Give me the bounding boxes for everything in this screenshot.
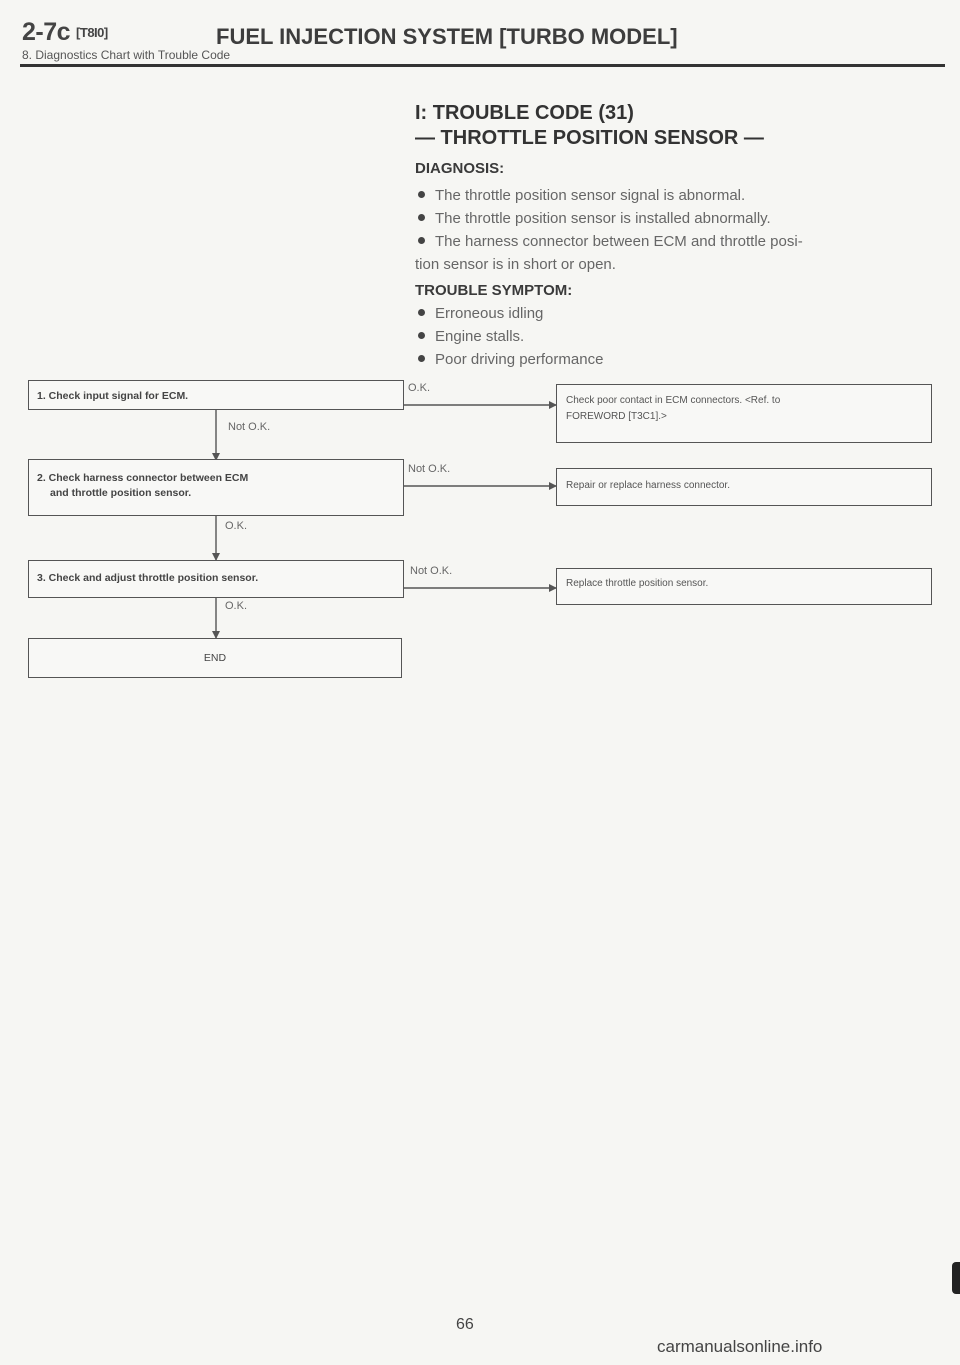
link-label-step3-right: Not O.K. [410,565,453,577]
result-2-label: Repair or replace harness connector. [566,480,730,491]
page-number: 66 [456,1316,474,1333]
page-subtitle: 8. Diagnostics Chart with Trouble Code [22,48,231,62]
link-label-step2-down: O.K. [225,520,248,532]
page-title: FUEL INJECTION SYSTEM [TURBO MODEL] [216,24,678,49]
link-label-step1-down: Not O.K. [228,421,271,433]
link-label-step2-right: Not O.K. [408,463,451,475]
result-1-line1: Check poor contact in ECM connectors. <Ref. to [566,395,781,406]
diagnosis-item-continuation: tion sensor is in short or open. [415,256,616,273]
symptom-item-text: Erroneous idling [435,305,544,322]
symptom-item-text: Poor driving performance [435,351,604,368]
diagnosis-item-text: The harness connector between ECM and throttle posi- [435,233,803,250]
flow-step-3-label: 3. Check and adjust throttle position sensor. [37,572,259,584]
trouble-code-heading: I: TROUBLE CODE (31) [415,102,634,124]
diagnosis-item-text: The throttle position sensor signal is abnormal. [435,187,746,204]
link-label-step1-right: O.K. [408,382,431,394]
flow-step-2-label-line1: 2. Check harness connector between ECM [37,472,249,484]
section-tag: [T8I0] [76,25,108,40]
diagnosis-item-text: The throttle position sensor is installed abnormally. [435,210,771,227]
trouble-code-subheading: — THROTTLE POSITION SENSOR — [415,127,764,149]
trouble-symptom-label: TROUBLE SYMPTOM: [415,282,573,299]
symptom-item-text: Engine stalls. [435,328,525,345]
flow-step-2-label-line2: and throttle position sensor. [50,487,192,499]
result-3-label: Replace throttle position sensor. [566,578,709,589]
diagnosis-label: DIAGNOSIS: [415,160,505,177]
watermark: carmanualsonline.info [657,1337,823,1356]
section-code-number: 2-7c [22,18,71,46]
flow-end-label: END [203,652,227,664]
binding-edge-mark [952,1262,960,1294]
result-1-line2: FOREWORD [T3C1].> [566,411,667,422]
flow-step-1-label: 1. Check input signal for ECM. [37,390,189,402]
link-label-step3-down: O.K. [225,600,248,612]
